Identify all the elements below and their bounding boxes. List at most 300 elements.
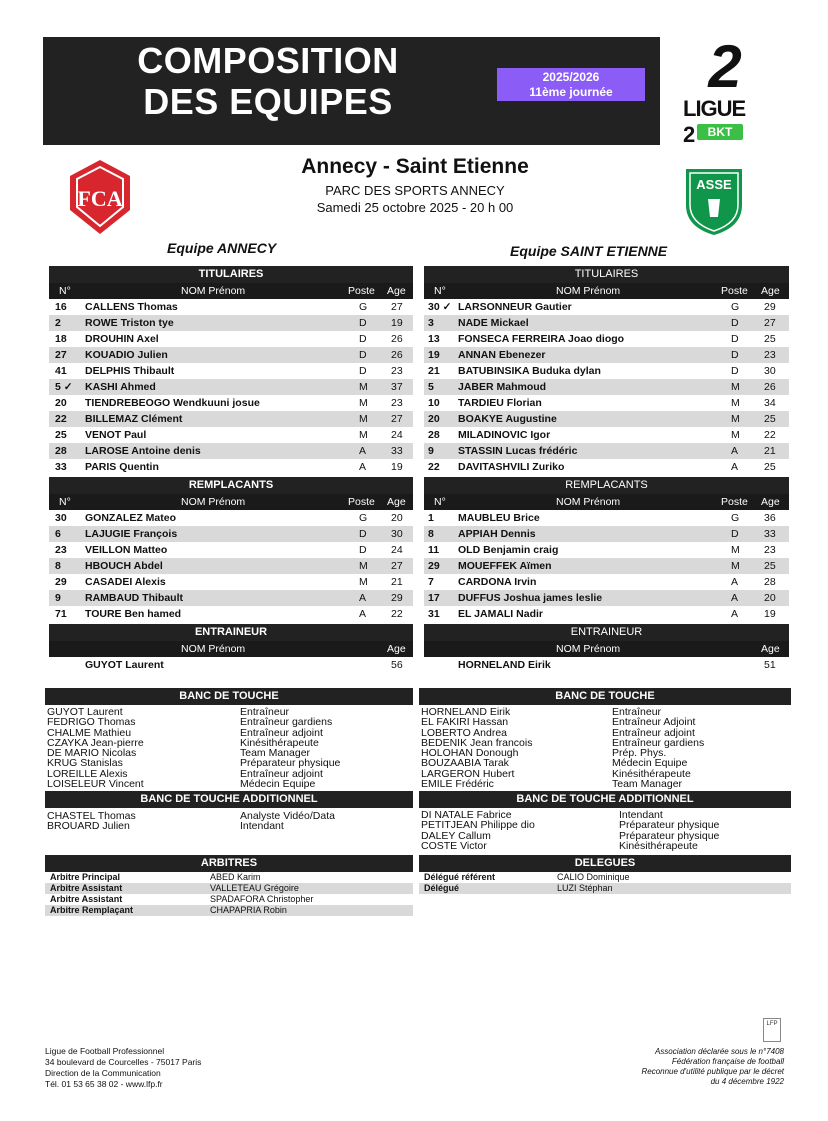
player-name: CALLENS Thomas (85, 301, 178, 313)
player-age: 26 (391, 349, 403, 361)
player-name: APPIAH Dennis (458, 528, 536, 540)
footer-legal-line: Reconnue d'utilité publique par le décret (641, 1067, 784, 1076)
player-position: M (359, 560, 368, 572)
official-role: Délégué (424, 883, 460, 893)
player-age: 33 (391, 445, 403, 457)
annecy-crest-icon (66, 158, 134, 236)
player-row (424, 363, 789, 379)
bench-role: Intendant (619, 809, 663, 821)
bench-role: Team Manager (612, 778, 683, 791)
official-role: Arbitre Assistant (50, 894, 123, 904)
player-name: TOURE Ben hamed (85, 608, 182, 620)
player-age: 20 (764, 592, 776, 604)
player-number: 13 (428, 333, 440, 345)
bench-name: GUYOT Laurent (47, 706, 123, 718)
bench-name: FEDRIGO Thomas (47, 716, 136, 729)
away-coach-row (424, 657, 789, 673)
player-row (49, 574, 413, 590)
bench-name: CZAYKA Jean-pierre (47, 736, 144, 749)
col-age: Age (387, 285, 406, 297)
player-name: BILLEMAZ Clément (85, 413, 183, 425)
official-row (45, 883, 413, 894)
player-row (424, 379, 789, 395)
away-bench-add-header: BANC DE TOUCHE ADDITIONNEL (419, 791, 791, 808)
bench-role: Team Manager (240, 747, 311, 760)
player-name: JABER Mahmoud (458, 381, 547, 393)
player-age: 27 (391, 413, 403, 425)
col-age: Age (387, 643, 406, 655)
official-name: ABED Karim (210, 872, 261, 882)
official-row (419, 872, 791, 883)
player-number: 8 (428, 528, 434, 540)
bench-name: BROUARD Julien (47, 820, 130, 833)
bench-role: Entraîneur adjoint (612, 726, 695, 739)
bench-role: Entraîneur (612, 706, 662, 718)
home-column-headers (49, 283, 413, 299)
home-starters-header: TITULAIRES (49, 266, 413, 283)
away-bench-additional (419, 791, 791, 851)
player-age: 23 (391, 365, 403, 377)
bench-role: Entraîneur gardiens (612, 736, 705, 749)
player-age: 29 (764, 301, 776, 313)
player-position: D (731, 349, 739, 361)
player-position: A (359, 445, 367, 457)
player-number: 21 (428, 365, 440, 377)
player-row (424, 299, 789, 315)
player-number: 28 (55, 445, 67, 457)
player-age: 34 (764, 397, 776, 409)
player-row (49, 459, 413, 475)
player-position: G (731, 301, 740, 313)
home-bench (45, 688, 413, 789)
player-number: 41 (55, 365, 67, 377)
player-position: A (359, 461, 367, 473)
player-position: A (731, 445, 739, 457)
player-row (424, 411, 789, 427)
player-position: D (359, 317, 367, 329)
col-name: NOM Prénom (556, 496, 621, 508)
ligue2-logo-number: 2 (708, 33, 742, 100)
player-age: 27 (391, 560, 403, 572)
player-position: D (731, 333, 739, 345)
player-position: A (359, 592, 367, 604)
col-num: N° (59, 285, 71, 297)
player-number: 5 ✓ (55, 381, 73, 393)
player-name: MILADINOVIC Igor (458, 429, 551, 441)
player-row (424, 347, 789, 363)
bench-name: CHASTEL Thomas (47, 810, 136, 822)
bench-name: DI NATALE Fabrice (421, 809, 512, 821)
player-name: RAMBAUD Thibault (85, 592, 183, 604)
player-number: 5 (428, 381, 434, 393)
player-row (424, 459, 789, 475)
player-age: 25 (764, 560, 776, 572)
home-coach-column-headers (49, 641, 413, 657)
player-row (49, 427, 413, 443)
bench-role: Médecin Equipe (612, 757, 688, 770)
player-age: 22 (391, 608, 403, 620)
player-name: BOAKYE Augustine (458, 413, 557, 425)
player-age: 27 (391, 301, 403, 313)
player-row (424, 331, 789, 347)
bench-row (45, 779, 413, 789)
player-number: 25 (55, 429, 67, 441)
player-age: 19 (764, 608, 776, 620)
col-age: Age (761, 643, 780, 655)
ligue2-logo-word: LIGUE 2 (683, 96, 746, 147)
player-age: 25 (764, 461, 776, 473)
player-row (49, 510, 413, 526)
player-position: D (359, 349, 367, 361)
player-number: 9 (55, 592, 61, 604)
official-name: CHAPAPRIA Robin (210, 905, 287, 915)
match-title: Annecy - Saint Etienne (301, 155, 529, 178)
asse-crest-icon (682, 165, 746, 237)
bench-name: COSTE Victor (421, 839, 487, 852)
player-position: D (359, 333, 367, 345)
player-age: 24 (391, 429, 403, 441)
official-row (45, 894, 413, 905)
player-row (424, 315, 789, 331)
away-coach-header: ENTRAINEUR (424, 624, 789, 641)
player-position: M (359, 429, 368, 441)
player-age: 28 (764, 576, 776, 588)
col-age: Age (761, 285, 780, 297)
bench-row (45, 820, 413, 833)
match-venue: PARC DES SPORTS ANNECY (325, 183, 505, 198)
player-row (49, 347, 413, 363)
coach-age: 51 (764, 659, 776, 671)
player-position: D (731, 317, 739, 329)
player-name: DELPHIS Thibault (85, 365, 175, 377)
bench-name: BEDENIK Jean francois (421, 736, 533, 749)
player-number: 8 (55, 560, 61, 572)
player-name: ROWE Triston tye (85, 317, 174, 329)
player-age: 19 (391, 461, 403, 473)
player-row (424, 574, 789, 590)
player-name: DAVITASHVILI Zuriko (458, 461, 565, 473)
player-position: M (731, 413, 740, 425)
player-name: MAUBLEU Brice (458, 512, 540, 524)
player-number: 1 (428, 512, 434, 524)
player-row (49, 363, 413, 379)
player-row (424, 606, 789, 622)
player-number: 71 (55, 608, 67, 620)
matchday-label: 11ème journée (529, 85, 613, 99)
player-position: M (731, 381, 740, 393)
bench-name: EL FAKIRI Hassan (421, 716, 509, 729)
home-lineup (49, 266, 413, 673)
player-row (49, 590, 413, 606)
player-name: CARDONA Irvin (458, 576, 537, 588)
crest-letters: ASSE (696, 177, 732, 192)
player-age: 27 (764, 317, 776, 329)
away-coach-column-headers (424, 641, 789, 657)
player-row (424, 558, 789, 574)
player-position: G (359, 512, 368, 524)
away-subs-column-headers (424, 494, 789, 510)
bench-role: Analyste Vidéo/Data (240, 810, 335, 822)
lfp-mark-icon: LFP (763, 1018, 781, 1042)
delegates-list (419, 872, 791, 894)
col-pos: Poste (721, 496, 748, 508)
player-age: 25 (764, 413, 776, 425)
player-position: M (731, 429, 740, 441)
player-number: 6 (55, 528, 61, 540)
player-position: A (359, 608, 367, 620)
col-age: Age (387, 496, 406, 508)
player-name: GONZALEZ Mateo (85, 512, 176, 524)
player-name: BATUBINSIKA Buduka dylan (458, 365, 601, 377)
player-number: 29 (55, 576, 67, 588)
bkt-sponsor-logo: BKT (697, 124, 743, 140)
player-number: 30 (55, 512, 67, 524)
bench-name: DE MARIO Nicolas (47, 747, 137, 760)
title-line-1: COMPOSITION (137, 40, 399, 81)
col-num: N° (434, 496, 446, 508)
crest-letters: FCA (77, 186, 123, 211)
away-subs-header: REMPLACANTS (424, 477, 789, 494)
player-number: 29 (428, 560, 440, 572)
footer-line: Ligue de Football Professionnel (45, 1046, 165, 1056)
away-bench (419, 688, 791, 789)
player-position: A (731, 461, 739, 473)
bench-role: Entraîneur adjoint (240, 726, 323, 739)
official-name: LUZI Stéphan (557, 883, 613, 893)
player-number: 27 (55, 349, 67, 361)
player-name: HBOUCH Abdel (85, 560, 163, 572)
player-number: 19 (428, 349, 440, 361)
player-row (424, 542, 789, 558)
col-name: NOM Prénom (556, 643, 621, 655)
away-column-headers (424, 283, 789, 299)
col-pos: Poste (721, 285, 748, 297)
bench-name: EMILE Frédéric (421, 778, 494, 791)
player-position: D (359, 528, 367, 540)
home-starters-list (49, 299, 413, 475)
player-row (49, 315, 413, 331)
player-age: 24 (391, 544, 403, 556)
bench-row (419, 779, 791, 789)
bench-role: Préparateur physique (240, 757, 341, 770)
home-bench-additional (45, 791, 413, 831)
home-bench-list (45, 707, 413, 789)
player-number: 10 (428, 397, 440, 409)
bench-role: Préparateur physique (619, 829, 720, 842)
match-date: Samedi 25 octobre 2025 - 20 h 00 (316, 200, 514, 215)
player-position: A (731, 592, 739, 604)
player-row (49, 331, 413, 347)
player-row (424, 395, 789, 411)
player-position: D (731, 365, 739, 377)
player-position: M (359, 381, 368, 393)
player-row (424, 427, 789, 443)
official-role: Arbitre Assistant (50, 883, 123, 893)
player-row (49, 558, 413, 574)
player-name: OLD Benjamin craig (458, 544, 559, 556)
player-name: FONSECA FERREIRA Joao diogo (458, 333, 625, 345)
bench-role: Entraîneur Adjoint (612, 716, 696, 729)
player-position: M (731, 397, 740, 409)
player-number: 18 (55, 333, 67, 345)
player-number: 31 (428, 608, 440, 620)
official-name: CALIO Dominique (557, 872, 630, 882)
player-position: A (731, 608, 739, 620)
player-number: 20 (428, 413, 440, 425)
player-position: D (731, 528, 739, 540)
referees-section (45, 855, 413, 916)
official-role: Arbitre Principal (50, 872, 121, 882)
player-position: M (359, 576, 368, 588)
page-title (83, 40, 453, 122)
player-age: 26 (764, 381, 776, 393)
season-badge (497, 68, 645, 101)
player-age: 19 (391, 317, 403, 329)
home-coach-header: ENTRAINEUR (49, 624, 413, 641)
player-position: G (359, 301, 368, 313)
official-role: Arbitre Remplaçant (50, 905, 134, 915)
player-age: 20 (391, 512, 403, 524)
home-subs-list (49, 510, 413, 622)
home-subs-column-headers (49, 494, 413, 510)
player-name: DUFFUS Joshua james leslie (458, 592, 603, 604)
player-name: EL JAMALI Nadir (458, 608, 543, 620)
player-name: VEILLON Matteo (85, 544, 168, 556)
footer-line: Direction de la Communication (45, 1068, 161, 1078)
player-number: 2 (55, 317, 61, 329)
player-row (49, 526, 413, 542)
player-row (49, 606, 413, 622)
title-line-2: DES EQUIPES (143, 81, 393, 122)
player-position: M (731, 560, 740, 572)
bench-role: Kinésithérapeute (240, 736, 319, 749)
away-bench-add-list (419, 810, 791, 851)
bench-role: Kinésithérapeute (619, 839, 698, 852)
delegates-header: DELEGUES (419, 855, 791, 872)
player-position: M (359, 413, 368, 425)
player-position: G (731, 512, 740, 524)
player-number: 11 (428, 544, 440, 556)
bench-role: Entraîneur (240, 706, 290, 718)
player-name: MOUEFFEK Aïmen (458, 560, 552, 572)
player-age: 26 (391, 333, 403, 345)
bench-name: HORNELAND Eirik (421, 706, 511, 718)
player-row (49, 443, 413, 459)
player-name: NADE Mickael (458, 317, 529, 329)
referees-header: ARBITRES (45, 855, 413, 872)
home-bench-add-header: BANC DE TOUCHE ADDITIONNEL (45, 791, 413, 808)
footer-line: Tél. 01 53 65 38 02 - www.lfp.fr (45, 1079, 163, 1089)
player-age: 30 (391, 528, 403, 540)
player-number: 16 (55, 301, 67, 313)
player-number: 33 (55, 461, 67, 473)
player-row (49, 395, 413, 411)
footer-address (45, 1046, 201, 1090)
player-number: 22 (428, 461, 440, 473)
player-age: 25 (764, 333, 776, 345)
bench-name: BOUZAABIA Tarak (421, 757, 509, 770)
official-row (419, 883, 791, 894)
col-age: Age (761, 496, 780, 508)
home-subs-header: REMPLACANTS (49, 477, 413, 494)
player-row (49, 299, 413, 315)
player-row (424, 526, 789, 542)
player-number: 17 (428, 592, 440, 604)
bench-name: PETITJEAN Philippe dio (421, 819, 535, 832)
home-bench-header: BANC DE TOUCHE (45, 688, 413, 705)
player-position: M (731, 544, 740, 556)
player-row (424, 590, 789, 606)
away-lineup (424, 266, 789, 673)
player-name: LAROSE Antoine denis (85, 445, 201, 457)
player-number: 22 (55, 413, 67, 425)
col-pos: Poste (348, 285, 375, 297)
player-number: 7 (428, 576, 434, 588)
player-name: STASSIN Lucas frédéric (458, 445, 578, 457)
col-name: NOM Prénom (556, 285, 621, 297)
player-name: LARSONNEUR Gautier (458, 301, 572, 313)
player-row (49, 379, 413, 395)
player-name: TIENDREBEOGO Wendkuuni josue (85, 397, 260, 409)
season-label: 2025/2026 (542, 70, 600, 84)
player-name: KOUADIO Julien (85, 349, 168, 361)
bench-name: DALEY Callum (421, 829, 491, 842)
bench-row (419, 841, 791, 851)
footer-legal-line: Association déclarée sous le n°7408 (654, 1047, 784, 1056)
coach-age: 56 (391, 659, 403, 671)
home-coach-row (49, 657, 413, 673)
away-starters-header: TITULAIRES (424, 266, 789, 283)
bench-name: LOISELEUR Vincent (47, 778, 144, 791)
player-age: 22 (764, 429, 776, 441)
player-number: 3 (428, 317, 434, 329)
official-name: SPADAFORA Christopher (210, 894, 314, 904)
col-name: NOM Prénom (181, 285, 246, 297)
home-team-title: Equipe ANNECY (167, 240, 277, 256)
footer-legal-line: du 4 décembre 1922 (710, 1077, 784, 1086)
away-team-title: Equipe SAINT ETIENNE (510, 243, 668, 259)
player-age: 21 (391, 576, 403, 588)
col-name: NOM Prénom (181, 643, 246, 655)
bench-name: LOBERTO Andrea (421, 726, 507, 739)
player-position: D (359, 544, 367, 556)
bench-role: Entraîneur adjoint (240, 767, 323, 780)
bench-row (45, 810, 413, 820)
player-age: 29 (391, 592, 403, 604)
col-name: NOM Prénom (181, 496, 246, 508)
away-bench-list (419, 707, 791, 789)
official-row (45, 905, 413, 916)
footer-legal-line: Fédération française de football (671, 1057, 784, 1066)
player-row (424, 443, 789, 459)
player-age: 21 (764, 445, 776, 457)
player-name: ANNAN Ebenezer (458, 349, 546, 361)
player-name: VENOT Paul (85, 429, 147, 441)
player-number: 23 (55, 544, 67, 556)
coach-name: GUYOT Laurent (85, 659, 164, 671)
bench-role: Intendant (240, 820, 284, 833)
bench-role: Médecin Equipe (240, 778, 316, 791)
bench-role: Prép. Phys. (612, 747, 667, 760)
away-bench-header: BANC DE TOUCHE (419, 688, 791, 705)
bench-name: LOREILLE Alexis (47, 767, 128, 780)
player-position: M (359, 397, 368, 409)
player-name: CASADEI Alexis (85, 576, 166, 588)
bench-name: CHALME Mathieu (47, 726, 132, 739)
player-name: TARDIEU Florian (458, 397, 542, 409)
player-name: PARIS Quentin (85, 461, 159, 473)
bench-name: HOLOHAN Donough (421, 747, 519, 760)
